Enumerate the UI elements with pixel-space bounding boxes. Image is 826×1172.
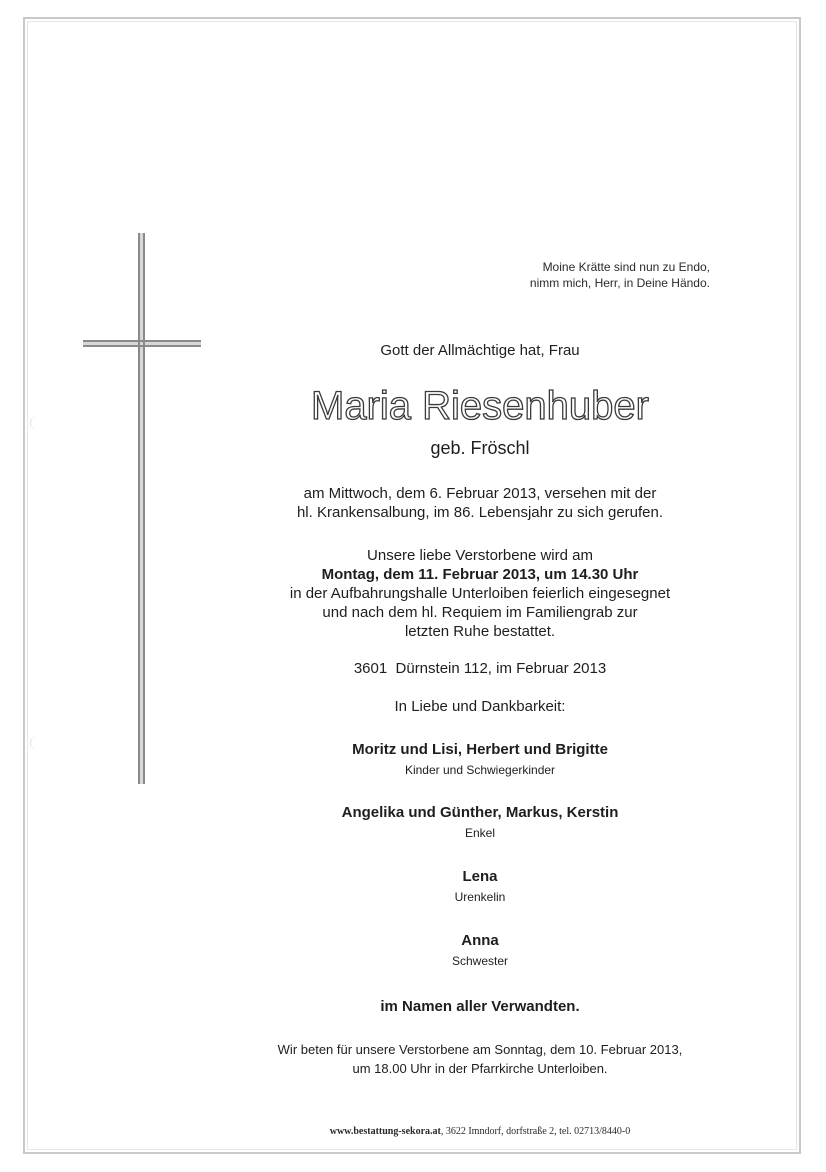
punch-hole-mark	[30, 416, 45, 430]
cross-vertical-left	[138, 233, 140, 784]
funeral-line-4: und nach dem hl. Requiem im Familiengrab zur	[322, 604, 638, 621]
mourner-group	[230, 931, 730, 971]
mourner-relation: Enkel	[464, 826, 496, 840]
funeral-date	[230, 565, 730, 584]
motto-line-1: Moine Krätte sind nun zu Endo,	[542, 260, 710, 274]
funeral-notice	[230, 546, 730, 641]
motto-verse	[470, 259, 710, 291]
mourner-names: Moritz und Lisi, Herbert und Brigitte	[352, 741, 608, 758]
funeral-date-text: Montag, dem 11. Februar 2013, um 14.30 Uhr	[321, 566, 639, 583]
mourner-group	[230, 867, 730, 907]
mourner-group	[230, 740, 730, 780]
mourner-names: Angelika und Günther, Markus, Kerstin	[341, 804, 619, 821]
mourner-names: Anna	[461, 932, 499, 949]
death-notice	[230, 484, 730, 522]
mourner-relation: Kinder und Schwiegerkinder	[404, 763, 556, 777]
footer-address: , 3622 Imndorf, dorfstraße 2, tel. 02713/8440-0	[440, 1126, 631, 1137]
death-notice-line-2: hl. Krankensalbung, im 86. Lebensjahr zu sich gerufen.	[296, 504, 664, 521]
cross-horizontal-bottom	[83, 345, 201, 347]
mourner-relation: Schwester	[451, 954, 509, 968]
funeral-line-1: Unsere liebe Verstorbene wird am	[367, 547, 593, 564]
cross-vertical-right	[143, 233, 145, 784]
maiden-name: geb. Fröschl	[430, 438, 530, 458]
mourner-group	[230, 803, 730, 843]
motto-line-2: nimm mich, Herr, in Deine Händo.	[529, 276, 710, 290]
thanks-line: In Liebe und Dankbarkeit:	[394, 698, 566, 715]
prayer-service-line-1: Wir beten für unsere Verstorbene am Sonntag, dem 10. Februar 2013,	[277, 1042, 683, 1057]
mourner-names: Lena	[462, 868, 498, 885]
death-notice-line-1: am Mittwoch, dem 6. Februar 2013, versehen mit der	[303, 485, 657, 502]
intro-text: Gott der Allmächtige hat, Frau	[380, 342, 580, 359]
prayer-service	[230, 1040, 730, 1078]
funeral-line-3: in der Aufbahrungshalle Unterloiben feierlich eingesegnet	[289, 585, 671, 602]
funeral-home-footer	[230, 1126, 730, 1137]
deceased-name: Maria Riesenhuber	[311, 384, 649, 428]
funeral-line-5: letzten Ruhe bestattet.	[404, 623, 556, 640]
closing-line: im Namen aller Verwandten.	[380, 998, 580, 1015]
footer-website-link[interactable]: www.bestattung-sekora.at	[329, 1126, 441, 1137]
place-date: 3601 Dürnstein 112, im Februar 2013	[353, 660, 607, 677]
mourner-relation: Urenkelin	[454, 890, 506, 904]
prayer-service-line-2: um 18.00 Uhr in der Pfarrkirche Unterloiben.	[352, 1061, 608, 1076]
punch-hole-mark	[30, 736, 45, 750]
cross-horizontal-top	[83, 340, 201, 342]
